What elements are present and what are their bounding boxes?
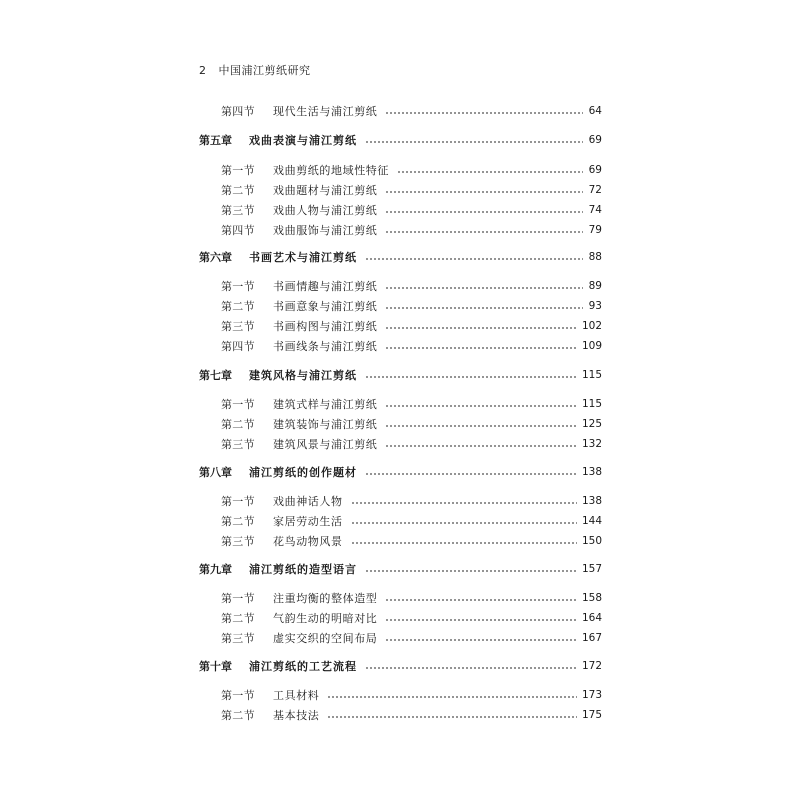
section-number: 第一节 [221,689,255,702]
section-title: 书画线条与浦江剪纸 [273,340,378,353]
section-title: 书画意象与浦江剪纸 [273,300,378,313]
page-number: 125 [581,418,602,430]
chapter-number: 第八章 [199,466,232,479]
section-number: 第一节 [221,164,255,177]
section-number: 第一节 [221,398,255,411]
chapter-title: 戏曲表演与浦江剪纸 [249,134,357,147]
section-title: 建筑风景与浦江剪纸 [273,438,378,451]
section-number: 第三节 [221,204,255,217]
section-title: 注重均衡的整体造型 [273,592,378,605]
page-number: 93 [588,300,602,312]
dot-leader [385,425,577,427]
dot-leader [327,696,577,698]
page-number: 102 [581,320,602,332]
page-number: 132 [581,438,602,450]
toc-section-entry[interactable] [221,277,602,295]
section-title: 建筑式样与浦江剪纸 [273,398,378,411]
toc-section-entry[interactable] [221,435,602,453]
section-number: 第四节 [221,340,255,353]
chapter-number: 第九章 [199,563,232,576]
toc-chapter-entry[interactable] [199,657,602,675]
section-number: 第三节 [221,320,255,333]
toc-section-entry[interactable] [221,629,602,647]
chapter-number: 第十章 [199,660,232,673]
page-number: 138 [581,466,602,478]
section-title: 现代生活与浦江剪纸 [273,105,378,118]
dot-leader [351,502,577,504]
toc-section-entry[interactable] [221,415,602,433]
section-title: 建筑装饰与浦江剪纸 [273,418,378,431]
page-number: 167 [581,632,602,644]
page-number: 173 [581,689,602,701]
section-number: 第一节 [221,592,255,605]
section-title: 工具材料 [273,689,320,702]
toc-chapter-entry[interactable] [199,366,602,384]
toc-section-entry[interactable] [221,395,602,413]
toc-section-entry[interactable] [221,201,602,219]
toc-section-entry[interactable] [221,589,602,607]
page-number: 109 [581,340,602,352]
toc-section-entry[interactable] [221,512,602,530]
toc-section-entry[interactable] [221,317,602,335]
dot-leader [365,570,577,572]
page-number: 172 [581,660,602,672]
page-number: 74 [588,204,602,216]
section-title: 虚实交织的空间布局 [273,632,378,645]
toc-chapter-entry[interactable] [199,248,602,266]
section-title: 戏曲服饰与浦江剪纸 [273,224,378,237]
dot-leader [365,376,577,378]
page-number: 79 [588,224,602,236]
toc-section-entry[interactable] [221,181,602,199]
chapter-number: 第六章 [199,251,232,264]
page-number: 175 [581,709,602,721]
page-number: 158 [581,592,602,604]
section-title: 家居劳动生活 [273,515,343,528]
page-number: 164 [581,612,602,624]
chapter-title: 浦江剪纸的创作题材 [249,466,357,479]
dot-leader [385,445,577,447]
section-number: 第二节 [221,612,255,625]
header-book-title: 中国浦江剪纸研究 [218,64,311,77]
section-title: 戏曲题材与浦江剪纸 [273,184,378,197]
dot-leader [351,542,577,544]
page-number: 88 [588,251,602,263]
dot-leader [385,639,577,641]
section-number: 第三节 [221,535,255,548]
toc-section-entry[interactable] [221,686,602,704]
section-number: 第一节 [221,495,255,508]
dot-leader [385,307,583,309]
section-number: 第一节 [221,280,255,293]
section-title: 戏曲神话人物 [273,495,343,508]
dot-leader [385,112,583,114]
toc-section-entry[interactable] [221,337,602,355]
section-title: 气韵生动的明暗对比 [273,612,378,625]
chapter-title: 浦江剪纸的工艺流程 [249,660,357,673]
section-number: 第二节 [221,709,255,722]
dot-leader [385,191,583,193]
page-number: 69 [588,164,602,176]
toc-section-entry[interactable] [221,161,602,179]
dot-leader [397,171,583,173]
toc-section-entry[interactable] [221,706,602,724]
section-title: 基本技法 [273,709,320,722]
chapter-title: 建筑风格与浦江剪纸 [249,369,357,382]
dot-leader [351,522,577,524]
chapter-title: 浦江剪纸的造型语言 [249,563,357,576]
dot-leader [385,347,577,349]
dot-leader [365,141,583,143]
page-number: 138 [581,495,602,507]
toc-chapter-entry[interactable] [199,463,602,481]
dot-leader [385,327,577,329]
toc-section-entry[interactable] [221,492,602,510]
page-number: 64 [588,105,602,117]
page-number: 115 [581,398,602,410]
toc-section-entry[interactable] [221,221,602,239]
dot-leader [385,287,583,289]
section-number: 第四节 [221,105,255,118]
dot-leader [365,473,577,475]
section-number: 第三节 [221,632,255,645]
page-number: 144 [581,515,602,527]
section-number: 第二节 [221,515,255,528]
toc-section-entry[interactable] [221,297,602,315]
toc-section-entry[interactable] [221,532,602,550]
page-number: 115 [581,369,602,381]
dot-leader [385,231,583,233]
toc-section-entry[interactable] [221,102,602,120]
page-number: 89 [588,280,602,292]
dot-leader [385,405,577,407]
section-number: 第三节 [221,438,255,451]
section-title: 书画情趣与浦江剪纸 [273,280,378,293]
section-title: 花鸟动物风景 [273,535,343,548]
section-title: 戏曲剪纸的地域性特征 [273,164,389,177]
toc-chapter-entry[interactable] [199,560,602,578]
page-number: 69 [588,134,602,146]
dot-leader [385,619,577,621]
toc-section-entry[interactable] [221,609,602,627]
dot-leader [365,258,583,260]
chapter-number: 第五章 [199,134,232,147]
section-number: 第二节 [221,418,255,431]
page-number: 72 [588,184,602,196]
chapter-number: 第七章 [199,369,232,382]
dot-leader [385,211,583,213]
section-number: 第二节 [221,184,255,197]
header-page-number: 2 [199,64,207,77]
dot-leader [365,667,577,669]
toc-chapter-entry[interactable] [199,131,602,149]
section-title: 戏曲人物与浦江剪纸 [273,204,378,217]
page-number: 157 [581,563,602,575]
dot-leader [327,716,577,718]
section-number: 第二节 [221,300,255,313]
section-number: 第四节 [221,224,255,237]
dot-leader [385,599,577,601]
chapter-title: 书画艺术与浦江剪纸 [249,251,357,264]
page-number: 150 [581,535,602,547]
section-title: 书画构图与浦江剪纸 [273,320,378,333]
